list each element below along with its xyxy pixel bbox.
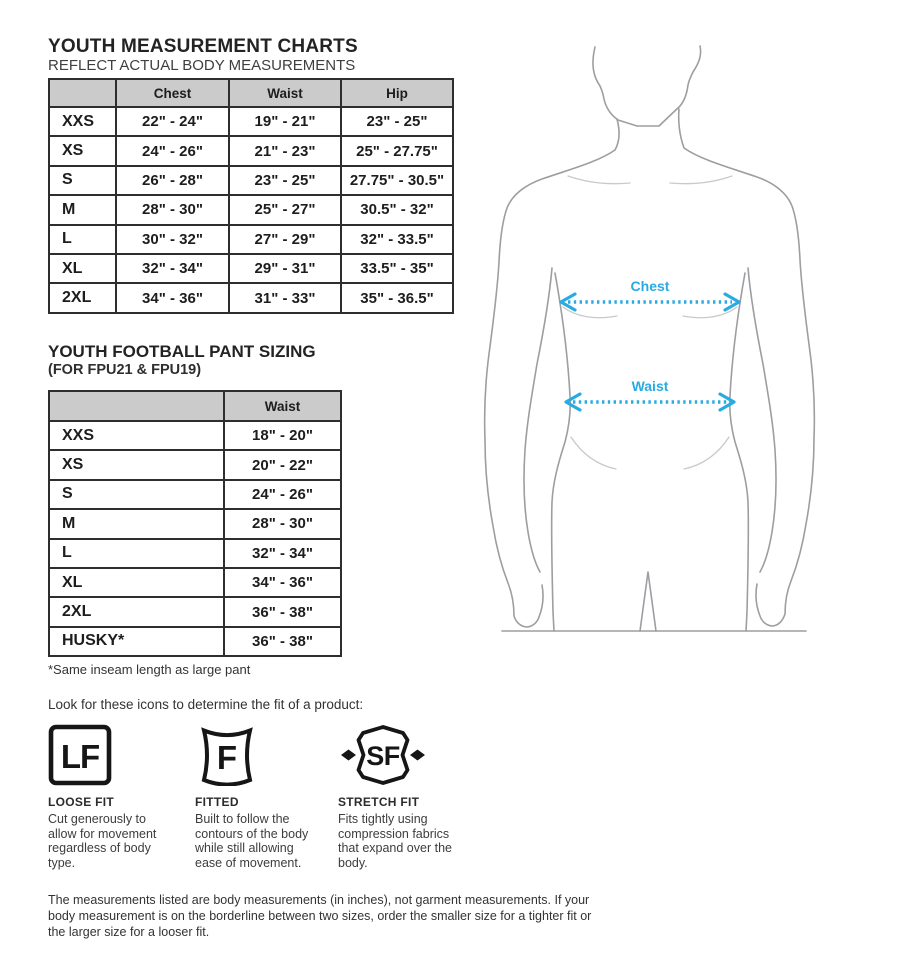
size-label: 2XL <box>49 283 116 312</box>
chest-value: 30" - 32" <box>116 225 229 254</box>
chest-value: 22" - 24" <box>116 107 229 136</box>
table-row <box>49 107 453 136</box>
fitted-icon <box>195 724 259 786</box>
corner-cell <box>49 391 224 421</box>
stretch-fit-abbr: SF <box>366 741 400 771</box>
loose-fit-abbr: LF <box>60 738 100 775</box>
waist-value: 32" - 34" <box>224 539 341 568</box>
table-row <box>49 195 453 224</box>
table-row <box>49 568 341 597</box>
waist-arrow-label: Waist <box>631 378 669 394</box>
waist-value: 34" - 36" <box>224 568 341 597</box>
waist-value: 36" - 38" <box>224 597 341 626</box>
size-label: 2XL <box>49 597 224 626</box>
waist-value: 19" - 21" <box>229 107 341 136</box>
fit-description: Built to follow the contours of the body while still allowing ease of movement. <box>195 812 309 870</box>
body-measurement-diagram <box>480 10 900 650</box>
measurement-chart-title: YOUTH MEASUREMENT CHARTS <box>48 36 358 57</box>
chest-value: 24" - 26" <box>116 136 229 165</box>
hip-value: 32" - 33.5" <box>341 225 453 254</box>
table-row <box>49 225 453 254</box>
waist-value: 36" - 38" <box>224 627 341 656</box>
size-label: XL <box>49 568 224 597</box>
hip-value: 25" - 27.75" <box>341 136 453 165</box>
size-label: L <box>49 225 116 254</box>
chest-value: 32" - 34" <box>116 254 229 283</box>
fit-label: LOOSE FIT <box>48 795 115 809</box>
measurement-disclaimer: The measurements listed are body measurements (in inches), not garment measurements. If your body measurement is on the borderline between two sizes, order the smaller size for a tighter fit or the larger size for a looser fit. <box>48 893 592 939</box>
size-label: XS <box>49 450 224 479</box>
column-header-chest: Chest <box>116 79 229 107</box>
stretch-fit-icon <box>338 724 428 786</box>
fit-guide-intro: Look for these icons to determine the fit of a product: <box>48 697 364 712</box>
pant-sizing-subtitle: (FOR FPU21 & FPU19) <box>48 362 202 378</box>
pant-sizing-title: YOUTH FOOTBALL PANT SIZING <box>48 342 316 361</box>
fit-description: Cut generously to allow for movement regardless of body type. <box>48 812 157 870</box>
chest-value: 34" - 36" <box>116 283 229 312</box>
table-row <box>49 597 341 626</box>
pant-sizing-footnote: *Same inseam length as large pant <box>48 662 251 677</box>
waist-measurement-arrow <box>566 378 734 410</box>
table-row <box>49 539 341 568</box>
table-row <box>49 509 341 538</box>
table-row <box>49 136 453 165</box>
waist-value: 24" - 26" <box>224 480 341 509</box>
measurement-chart-subtitle: REFLECT ACTUAL BODY MEASUREMENTS <box>48 57 356 74</box>
hip-value: 33.5" - 35" <box>341 254 453 283</box>
fit-item-fitted <box>195 724 329 871</box>
chest-value: 26" - 28" <box>116 166 229 195</box>
body-outline <box>485 46 815 631</box>
size-label: XS <box>49 136 116 165</box>
size-label: M <box>49 195 116 224</box>
table-row <box>49 283 453 312</box>
waist-value: 18" - 20" <box>224 421 341 450</box>
fit-item-stretch-fit <box>338 724 478 871</box>
waist-value: 31" - 33" <box>229 283 341 312</box>
size-label: S <box>49 166 116 195</box>
table-row <box>49 421 341 450</box>
size-label: XXS <box>49 421 224 450</box>
hip-value: 27.75" - 30.5" <box>341 166 453 195</box>
fit-item-loose-fit <box>48 724 180 871</box>
fit-label: FITTED <box>195 795 239 809</box>
loose-fit-icon <box>48 724 112 786</box>
left-stretch-diamond-icon <box>341 750 356 761</box>
table-row <box>49 480 341 509</box>
column-header-waist: Waist <box>229 79 341 107</box>
table-row <box>49 627 341 656</box>
waist-value: 27" - 29" <box>229 225 341 254</box>
body-detail-lines <box>563 176 737 469</box>
size-label: XXS <box>49 107 116 136</box>
column-header-waist: Waist <box>224 391 341 421</box>
chest-arrow-label: Chest <box>630 278 670 294</box>
corner-cell <box>49 79 116 107</box>
fitted-abbr: F <box>216 739 238 776</box>
hip-value: 23" - 25" <box>341 107 453 136</box>
right-stretch-diamond-icon <box>410 750 425 761</box>
size-label: M <box>49 509 224 538</box>
size-label: L <box>49 539 224 568</box>
waist-value: 20" - 22" <box>224 450 341 479</box>
table-row <box>49 166 453 195</box>
fit-description: Fits tightly using compression fabrics that expand over the body. <box>338 812 452 870</box>
waist-value: 21" - 23" <box>229 136 341 165</box>
right-arrowhead-icon <box>720 394 734 410</box>
fit-label: STRETCH FIT <box>338 795 420 809</box>
table-row <box>49 254 453 283</box>
size-label: XL <box>49 254 116 283</box>
table-row <box>49 450 341 479</box>
size-label: HUSKY* <box>49 627 224 656</box>
chest-measurement-arrow <box>561 278 739 310</box>
pant-sizing-table <box>48 390 342 657</box>
column-header-hip: Hip <box>341 79 453 107</box>
waist-value: 23" - 25" <box>229 166 341 195</box>
youth-measurement-table <box>48 78 454 314</box>
waist-value: 25" - 27" <box>229 195 341 224</box>
waist-value: 28" - 30" <box>224 509 341 538</box>
waist-value: 29" - 31" <box>229 254 341 283</box>
chest-value: 28" - 30" <box>116 195 229 224</box>
hip-value: 35" - 36.5" <box>341 283 453 312</box>
size-label: S <box>49 480 224 509</box>
hip-value: 30.5" - 32" <box>341 195 453 224</box>
table-header-row <box>49 391 341 421</box>
table-header-row <box>49 79 453 107</box>
